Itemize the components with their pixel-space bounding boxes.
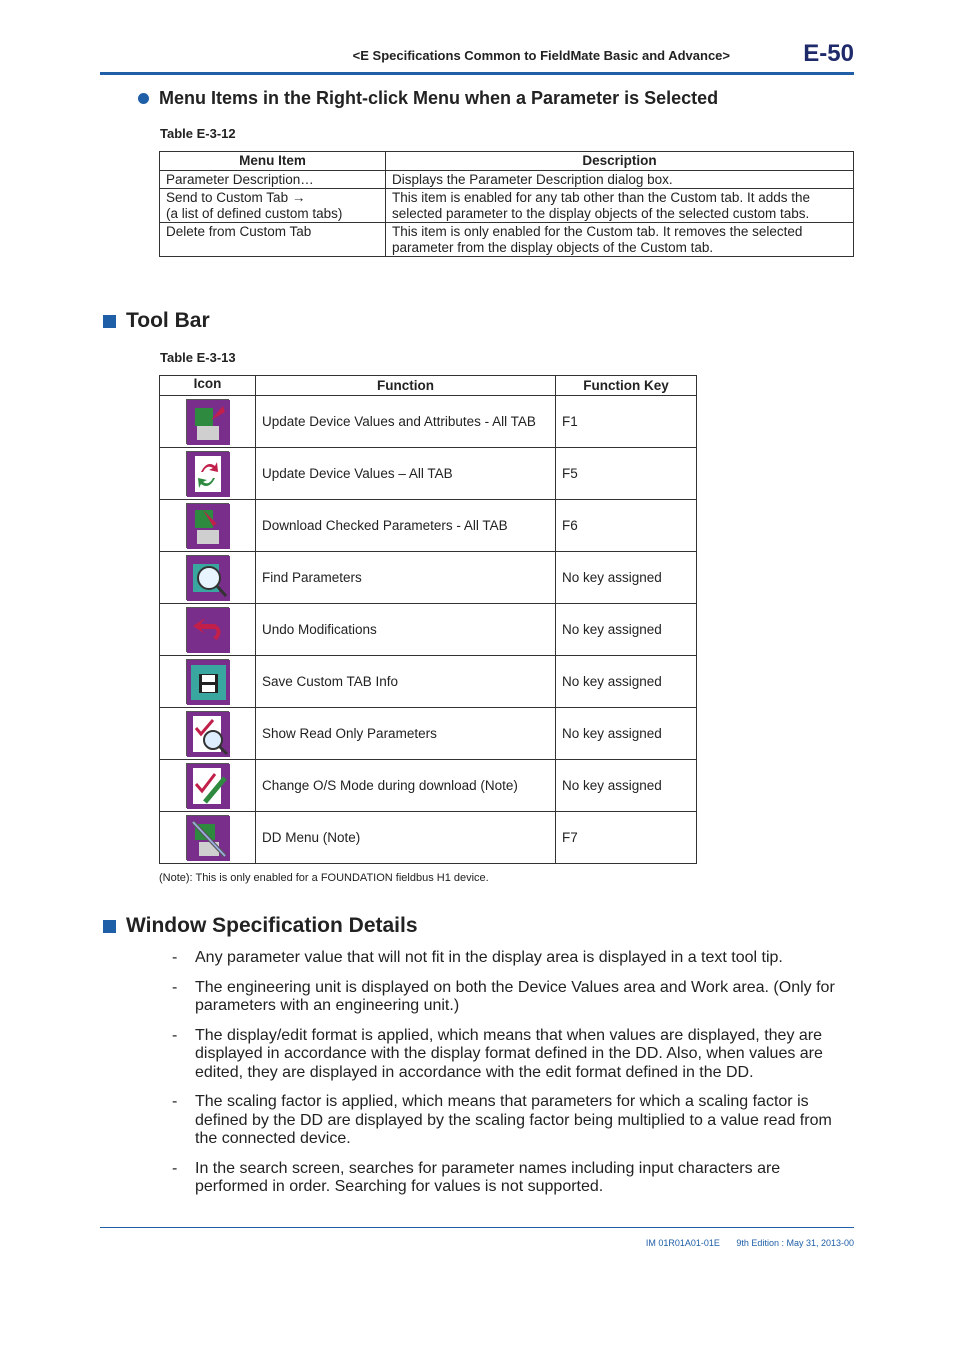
icon-cell (160, 448, 256, 500)
description-text: This item is enabled for any tab other than the Custom tab. It adds the (392, 190, 810, 205)
footer (632, 1238, 854, 1248)
list-item-text: In the search screen, searches for parameter names including input characters are performed in order. Searching for values is not supported. (195, 1159, 781, 1195)
download-checked-parameters-icon (186, 503, 229, 548)
bullet-icon (138, 93, 149, 104)
menu-item-text: Parameter Description… (166, 172, 314, 187)
table-row (160, 604, 697, 656)
function-key-cell: No key assigned (556, 552, 697, 604)
list-item-text: The scaling factor is applied, which means that parameters for which a scaling factor is defined by the DD are displayed by the scaling factor being multiplied to a value read from the connected device. (195, 1093, 832, 1147)
table-row (160, 223, 854, 257)
function-cell: Save Custom TAB Info (256, 656, 556, 708)
change-os-mode-icon (186, 763, 229, 808)
window-spec-heading (103, 914, 418, 938)
update-device-values-icon (186, 451, 229, 496)
tool-bar-heading-text: Tool Bar (126, 309, 210, 332)
function-key-cell: F1 (556, 396, 697, 448)
doc-id: IM 01R01A01-01E (645, 1238, 720, 1248)
menu-items-heading (138, 88, 718, 109)
dash-bullet: - (172, 1093, 178, 1110)
menu-items-table (159, 151, 854, 257)
dash-bullet: - (172, 1026, 178, 1044)
menu-item-text: Send to Custom Tab → (166, 190, 306, 205)
menu-item-text: Delete from Custom Tab (166, 224, 312, 239)
list-item-text: The engineering unit is displayed on both the Device Values area and Work area. (Only for parameters with an engineering unit.) (195, 978, 835, 1014)
chapter-title: <E Specifications Common to FieldMate Basic and Advance> (352, 48, 730, 63)
icon-cell (160, 656, 256, 708)
function-cell: Update Device Values – All TAB (256, 448, 556, 500)
column-header: Icon (160, 376, 256, 396)
footer-rule (100, 1227, 854, 1228)
table-note: (Note): This is only enabled for a FOUNDATION fieldbus H1 device. (159, 872, 489, 884)
table-row (160, 396, 697, 448)
window-spec-heading-text: Window Specification Details (126, 914, 418, 937)
function-key-cell: No key assigned (556, 656, 697, 708)
list-item (172, 1093, 852, 1149)
table-row (160, 760, 697, 812)
function-cell: Download Checked Parameters - All TAB (256, 500, 556, 552)
update-device-values-attributes-icon (186, 399, 229, 444)
tool-bar-table (159, 375, 697, 864)
edition: 9th Edition : May 31, 2013-00 (736, 1238, 854, 1248)
list-item (172, 1160, 852, 1197)
description-cell (386, 171, 854, 189)
dash-bullet: - (172, 1159, 178, 1177)
save-custom-tab-icon (186, 659, 229, 704)
window-spec-list (172, 949, 852, 1208)
function-cell: Show Read Only Parameters (256, 708, 556, 760)
table-row (160, 656, 697, 708)
function-key-cell: No key assigned (556, 760, 697, 812)
square-bullet-icon (103, 315, 116, 328)
dd-menu-icon (186, 815, 229, 860)
menu-item-cell (160, 189, 386, 223)
menu-item-cell (160, 171, 386, 189)
header-rule (100, 72, 854, 75)
tool-bar-heading (103, 309, 210, 333)
page-number: E-50 (803, 40, 854, 67)
list-item-text: Any parameter value that will not fit in the display area is displayed in a text tool tip. (195, 949, 783, 966)
table-row (160, 552, 697, 604)
dash-bullet: - (172, 949, 178, 966)
function-cell: Undo Modifications (256, 604, 556, 656)
table-row (160, 189, 854, 223)
icon-cell (160, 760, 256, 812)
list-item (172, 949, 852, 968)
menu-item-text: (a list of defined custom tabs) (166, 206, 343, 221)
show-read-only-parameters-icon (186, 711, 229, 756)
table-row (160, 171, 854, 189)
function-cell: Update Device Values and Attributes - All TAB (256, 396, 556, 448)
find-parameters-icon (186, 555, 229, 600)
menu-item-cell (160, 223, 386, 257)
column-header: Function Key (556, 376, 697, 396)
icon-cell (160, 396, 256, 448)
icon-cell (160, 812, 256, 864)
function-key-cell: F6 (556, 500, 697, 552)
icon-cell (160, 604, 256, 656)
table-row (160, 448, 697, 500)
description-text: parameter from the display objects of the Custom tab. (392, 240, 714, 255)
icon-cell (160, 552, 256, 604)
function-key-cell: No key assigned (556, 708, 697, 760)
table-caption-e-3-12: Table E-3-12 (160, 126, 236, 141)
description-text: This item is only enabled for the Custom tab. It removes the selected (392, 224, 803, 239)
function-key-cell: F7 (556, 812, 697, 864)
description-text: selected parameter to the display objects of the selected custom tabs. (392, 206, 810, 221)
table-caption-e-3-13: Table E-3-13 (160, 350, 236, 365)
menu-items-heading-text: Menu Items in the Right-click Menu when a Parameter is Selected (159, 88, 719, 108)
icon-cell (160, 500, 256, 552)
table-row (160, 708, 697, 760)
column-header: Menu Item (160, 152, 386, 171)
list-item-text: The display/edit format is applied, which means that when values are displayed, they are displayed in accordance with the display format defined in the DD. Also, when values are edited, they are displayed in accordance with the edit format defined in the DD. (195, 1026, 823, 1081)
square-bullet-icon (103, 920, 116, 933)
dash-bullet: - (172, 978, 178, 996)
function-key-cell: No key assigned (556, 604, 697, 656)
function-key-cell: F5 (556, 448, 697, 500)
description-cell (386, 189, 854, 223)
function-cell: DD Menu (Note) (256, 812, 556, 864)
list-item (172, 1027, 852, 1083)
list-item (172, 979, 852, 1016)
function-cell: Change O/S Mode during download (Note) (256, 760, 556, 812)
description-cell (386, 223, 854, 257)
icon-cell (160, 708, 256, 760)
column-header: Description (386, 152, 854, 171)
function-cell: Find Parameters (256, 552, 556, 604)
table-row (160, 500, 697, 552)
description-text: Displays the Parameter Description dialog box. (392, 172, 673, 187)
column-header: Function (256, 376, 556, 396)
table-row (160, 812, 697, 864)
undo-modifications-icon (186, 607, 229, 652)
